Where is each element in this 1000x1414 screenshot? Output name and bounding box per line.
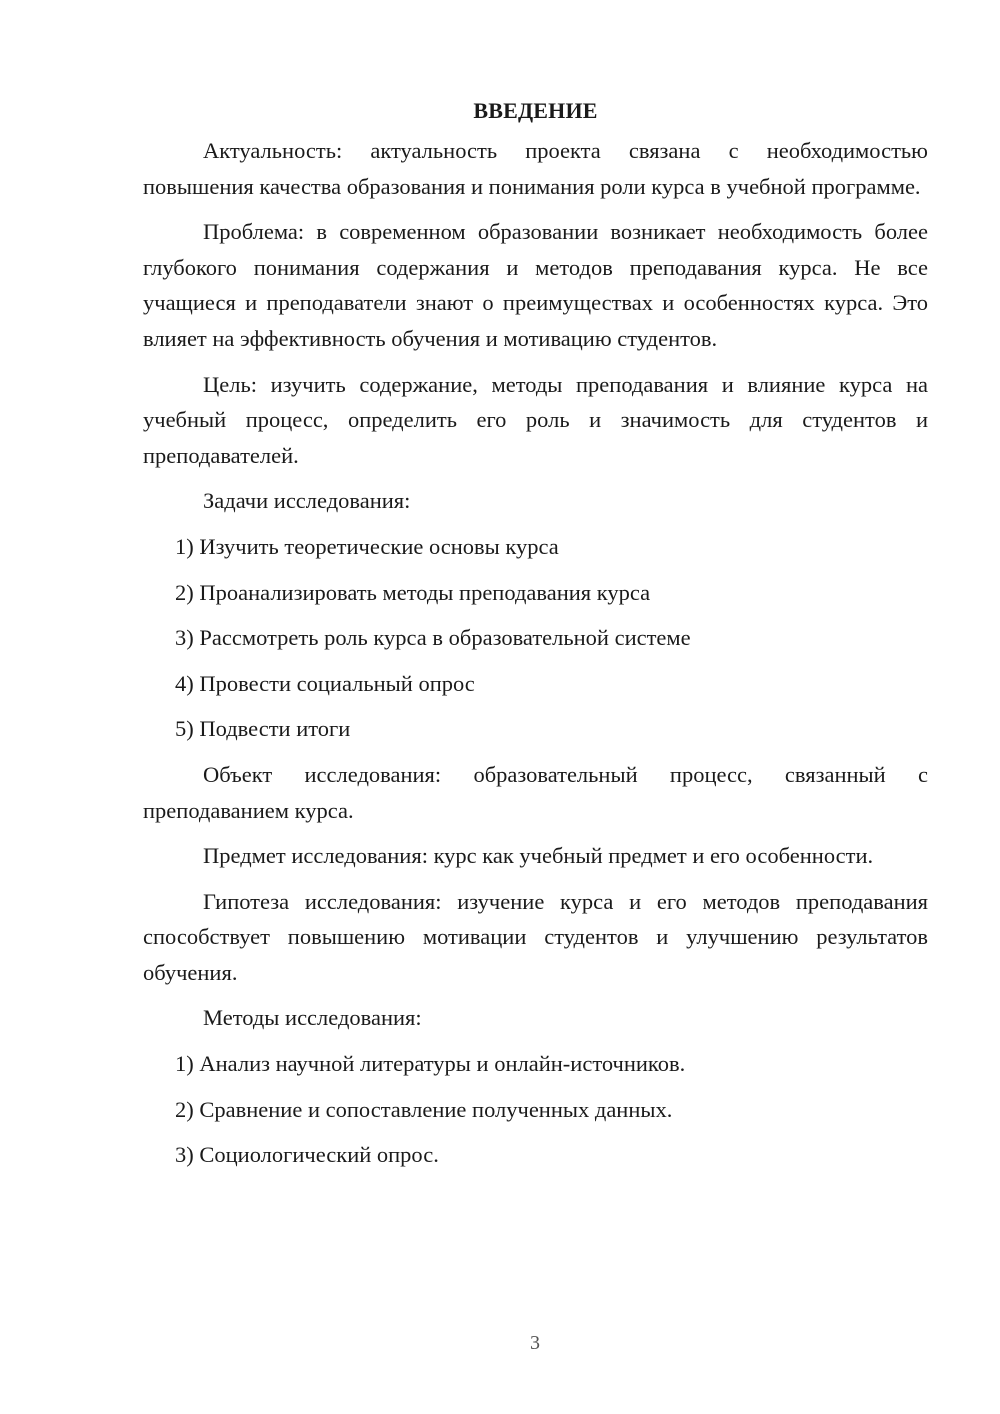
section-title: ВВЕДЕНИЕ	[473, 98, 598, 123]
paragraph-hypothesis: Гипотеза исследования: изучение курса и его методов преподавания способствует повышению мотивации студентов и улучшению результатов обучения.	[143, 888, 928, 985]
methods-heading: Методы исследования:	[203, 1005, 422, 1031]
method-item-2: 2) Сравнение и сопоставление полученных данных.	[175, 1096, 673, 1122]
method-item-1: 1) Анализ научной литературы и онлайн-источников.	[175, 1051, 686, 1077]
paragraph-goal: Цель: изучить содержание, методы преподавания и влияние курса на учебный процесс, определить его роль и значимость для студентов и преподавателей.	[143, 371, 928, 468]
task-item-2: 2) Проанализировать методы преподавания курса	[175, 579, 651, 605]
paragraph-subject: Предмет исследования: курс как учебный предмет и его особенности.	[203, 843, 874, 869]
page-number: 3	[530, 1332, 540, 1354]
task-item-4: 4) Провести социальный опрос	[175, 670, 475, 696]
task-item-1: 1) Изучить теоретические основы курса	[175, 533, 559, 559]
method-item-3: 3) Социологический опрос.	[175, 1142, 439, 1168]
task-item-3: 3) Рассмотреть роль курса в образовательной системе	[175, 625, 691, 651]
page-content	[143, 93, 928, 1183]
task-item-5: 5) Подвести итоги	[175, 716, 351, 742]
paragraph-object: Объект исследования: образовательный процесс, связанный с преподаванием курса.	[143, 761, 928, 823]
paragraph-relevance: Актуальность: актуальность проекта связана с необходимостью повышения качества образования и понимания роли курса в учебной программе.	[143, 138, 928, 199]
paragraph-problem: Проблема: в современном образовании возникает необходимость более глубокого понимания содержания и методов преподавания курса. Не все учащиеся и преподаватели знают о преимуществах и особенностях курса. Это влияет на эффективность обучения и мотивацию студентов.	[143, 219, 928, 351]
tasks-heading: Задачи исследования:	[203, 488, 411, 514]
